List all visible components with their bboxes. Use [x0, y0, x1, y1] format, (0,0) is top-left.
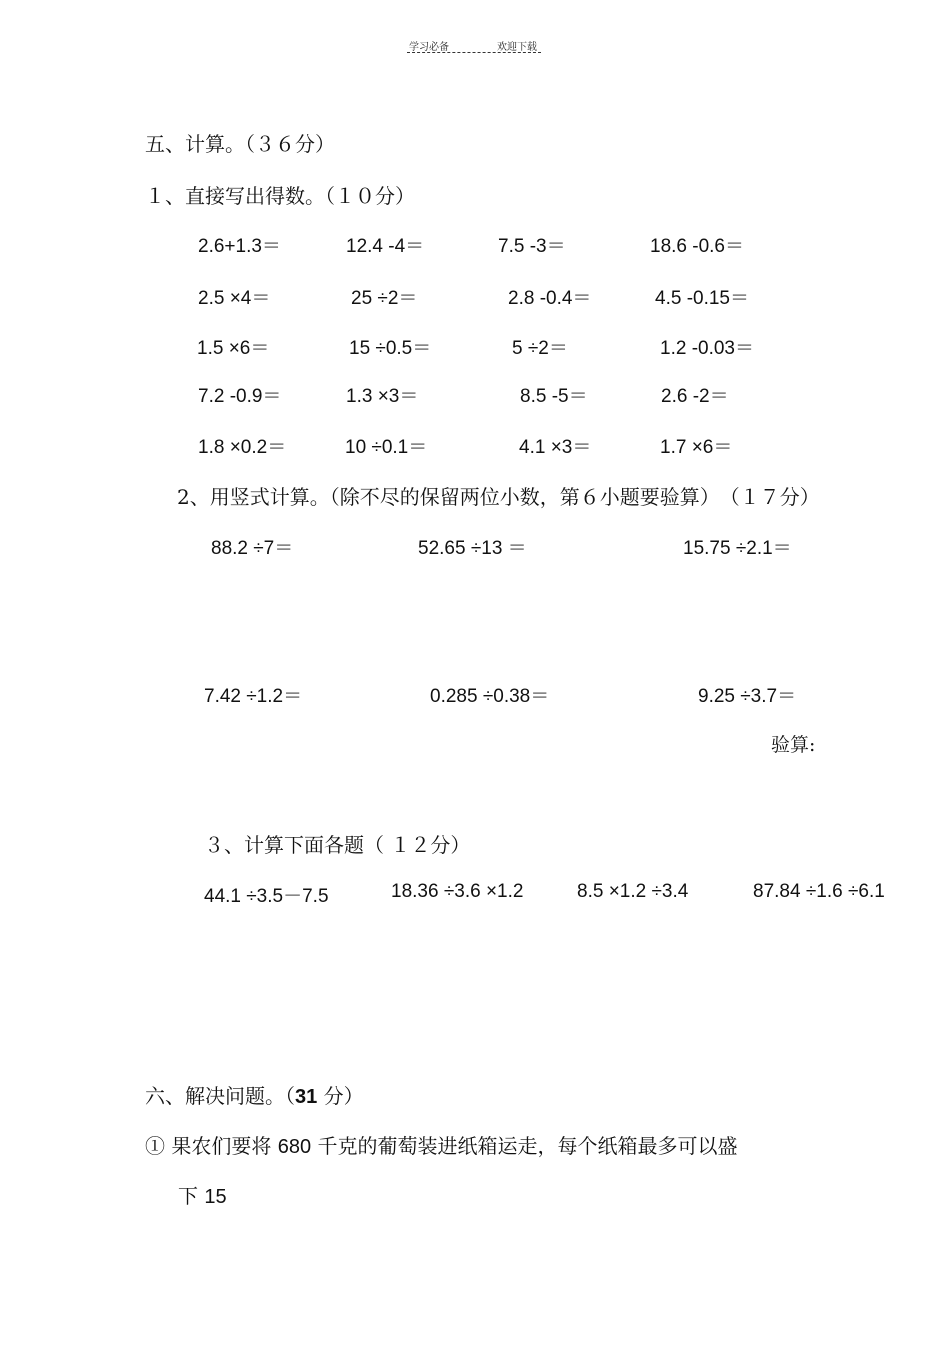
- header-left-text: 学习必备: [409, 42, 449, 53]
- check-label: 验算:: [771, 734, 816, 756]
- section6-title-suffix: 分）: [317, 1084, 364, 1108]
- vertical-problem-6: 9.25 ÷3.7＝: [698, 686, 797, 707]
- question-1: [145, 1130, 737, 1159]
- problem-2-4: 4.5 -0.15＝: [655, 288, 749, 309]
- question-1-prefix: ① 果农们要将: [145, 1134, 278, 1158]
- part3-title: ３、计算下面各题（ １２分）: [204, 833, 471, 857]
- problem-1-2: 12.4 -4＝: [346, 236, 425, 257]
- question-1-continued: [178, 1180, 227, 1209]
- problem-4-1: 7.2 -0.9＝: [198, 386, 282, 407]
- problem-5-1: 1.8 ×0.2＝: [198, 437, 287, 458]
- problem-4-4: 2.6 -2＝: [661, 386, 729, 407]
- problem-3-3: 5 ÷2＝: [512, 338, 568, 359]
- vertical-problem-4: 7.42 ÷1.2＝: [204, 686, 303, 707]
- question-1-text: 千克的葡萄装进纸箱运走，每个纸箱最多可以盛: [311, 1134, 738, 1158]
- question-1-cont-number: 15: [204, 1186, 227, 1208]
- question-1-number: 680: [277, 1136, 312, 1158]
- mixed-problem-3: 8.5 ×1.2 ÷3.4: [577, 881, 689, 902]
- part1-title: １、直接写出得数。（１０分）: [145, 184, 415, 208]
- problem-2-3: 2.8 -0.4＝: [508, 288, 592, 309]
- section6-score: 31: [295, 1086, 318, 1108]
- section6-title-prefix: 六、解决问题。（: [145, 1084, 295, 1108]
- question-1-cont-prefix: 下: [178, 1184, 205, 1208]
- problem-3-4: 1.2 -0.03＝: [660, 338, 754, 359]
- header-divider: [407, 52, 541, 53]
- problem-5-3: 4.1 ×3＝: [519, 437, 592, 458]
- vertical-problem-1: 88.2 ÷7＝: [211, 538, 294, 559]
- part2-title: 2、用竖式计算。（除不尽的保留两位小数，第６小题要验算） （１７分）: [177, 485, 820, 509]
- problem-3-2: 15 ÷0.5＝: [349, 338, 432, 359]
- problem-4-3: 8.5 -5＝: [520, 386, 588, 407]
- problem-2-2: 25 ÷2＝: [351, 288, 418, 309]
- problem-1-1: 2.6+1.3＝: [198, 236, 281, 257]
- section5-title: 五、计算。（３６分）: [145, 132, 335, 156]
- mixed-problem-2: 18.36 ÷3.6 ×1.2: [391, 881, 524, 902]
- problem-1-3: 7.5 -3＝: [498, 236, 566, 257]
- mixed-problem-1: 44.1 ÷3.5－7.5: [204, 886, 329, 907]
- vertical-problem-5: 0.285 ÷0.38＝: [430, 686, 550, 707]
- mixed-problem-4: 87.84 ÷1.6 ÷6.1: [753, 881, 885, 902]
- problem-2-1: 2.5 ×4＝: [198, 288, 271, 309]
- problem-3-1: 1.5 ×6＝: [197, 338, 270, 359]
- problem-5-2: 10 ÷0.1＝: [345, 437, 428, 458]
- section6-title: [145, 1080, 364, 1109]
- problem-4-2: 1.3 ×3＝: [346, 386, 419, 407]
- problem-5-4: 1.7 ×6＝: [660, 437, 733, 458]
- problem-1-4: 18.6 -0.6＝: [650, 236, 744, 257]
- vertical-problem-3: 15.75 ÷2.1＝: [683, 538, 792, 559]
- vertical-problem-2: 52.65 ÷13 ＝: [418, 538, 527, 559]
- header-right-text: 欢迎下载: [497, 42, 537, 53]
